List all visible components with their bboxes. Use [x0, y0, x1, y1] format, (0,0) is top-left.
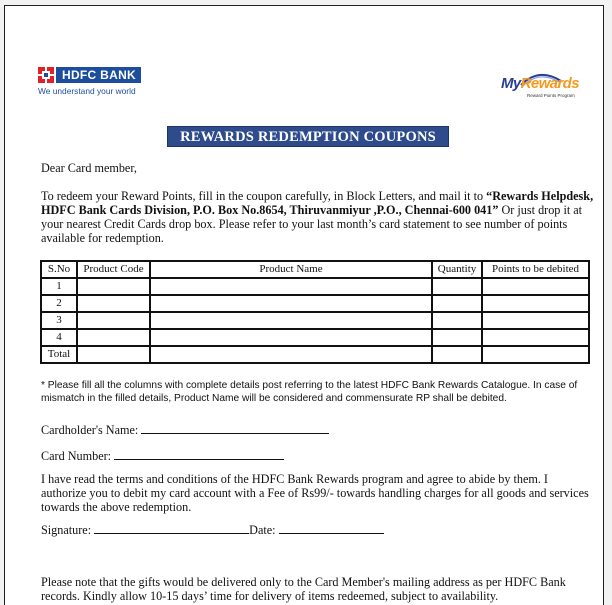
cell-product-code[interactable] [77, 346, 150, 363]
cell-product-name[interactable] [150, 278, 432, 295]
cell-quantity[interactable] [432, 312, 482, 329]
myrewards-logo [499, 69, 579, 101]
cell-sno: 2 [41, 295, 77, 312]
terms-paragraph: I have read the terms and conditions of the HDFC Bank Rewards program and agree to abide by them. I authorize you to debit my card account with a Fee of Rs99/- towards handling charges for all goods and services towards the above redemption. [41, 472, 589, 514]
mailing-address: “Rewards Helpdesk, HDFC Bank Cards Division, P.O. Box No.8654, Thiruvanmiyur ,P.O., Chennai-600 041” [41, 189, 594, 217]
catalogue-note: * Please fill all the columns with complete details post referring to the latest HDFC Bank Rewards Catalogue. In case of mismatch in the filled details, Product Name will be considered and commensurate RP shall be debited. [41, 380, 578, 404]
table-total-row [41, 346, 589, 363]
cardholder-name-label: Cardholder's Name: [41, 423, 139, 437]
cell-sno: 1 [41, 278, 77, 295]
hdfc-logo-icon [38, 67, 54, 83]
card-number-row [41, 448, 284, 463]
cardholder-name-row [41, 422, 329, 437]
header-points: Points to be debited [482, 261, 589, 278]
header-product-code: Product Code [77, 261, 150, 278]
cell-product-code[interactable] [77, 312, 150, 329]
cell-quantity[interactable] [432, 295, 482, 312]
signature-label: Signature: [41, 523, 92, 537]
table-header-row [41, 261, 589, 278]
page-title: REWARDS REDEMPTION COUPONS [167, 126, 449, 147]
hdfc-tagline: We understand your world [38, 86, 136, 96]
cell-product-name[interactable] [150, 312, 432, 329]
greeting: Dear Card member, [41, 161, 137, 175]
delivery-notice: Please note that the gifts would be delivered only to the Card Member's mailing address as per HDFC Bank records. Kindly allow 10-15 days’ time for delivery of items redeemed, subject to availability. [41, 575, 566, 603]
cell-points[interactable] [482, 295, 589, 312]
intro-text-continued: Or just drop it at your nearest Credit Cards drop box. Please refer to your last month’s card statement to see number of points available for redemption. [41, 203, 583, 245]
header-product-name: Product Name [150, 261, 432, 278]
cell-product-code[interactable] [77, 295, 150, 312]
cardholder-name-field[interactable] [141, 422, 329, 434]
myrewards-subtitle: Reward Points Program [527, 93, 575, 98]
date-field[interactable] [279, 522, 384, 534]
table-row [41, 312, 589, 329]
card-number-field[interactable] [114, 448, 284, 460]
cell-product-name[interactable] [150, 295, 432, 312]
cell-points[interactable] [482, 312, 589, 329]
cell-quantity[interactable] [432, 346, 482, 363]
cell-quantity[interactable] [432, 278, 482, 295]
hdfc-bank-name: HDFC BANK [54, 67, 141, 83]
redemption-table [40, 260, 590, 364]
header-quantity: Quantity [432, 261, 482, 278]
cell-sno: 4 [41, 329, 77, 346]
cell-quantity[interactable] [432, 329, 482, 346]
cell-sno: 3 [41, 312, 77, 329]
card-number-label: Card Number: [41, 449, 112, 463]
cell-points[interactable] [482, 329, 589, 346]
cell-points[interactable] [482, 278, 589, 295]
intro-paragraph [41, 189, 596, 245]
hdfc-bank-logo [38, 66, 148, 100]
cell-points[interactable] [482, 346, 589, 363]
cell-product-code[interactable] [77, 329, 150, 346]
cell-total-label: Total [41, 346, 77, 363]
myrewards-my: My [501, 75, 521, 92]
intro-text: To redeem your Reward Points, fill in the coupon carefully, in Block Letters, and mail it to [41, 189, 487, 203]
signature-field[interactable] [94, 522, 249, 534]
signature-row [41, 522, 384, 537]
header-sno: S.No [41, 261, 77, 278]
myrewards-rewards: Rewards [520, 75, 579, 92]
cell-product-name[interactable] [150, 346, 432, 363]
table-row [41, 295, 589, 312]
table-row [41, 329, 589, 346]
date-label: Date: [249, 523, 276, 537]
cell-product-code[interactable] [77, 278, 150, 295]
table-row [41, 278, 589, 295]
document-page [4, 5, 604, 605]
cell-product-name[interactable] [150, 329, 432, 346]
